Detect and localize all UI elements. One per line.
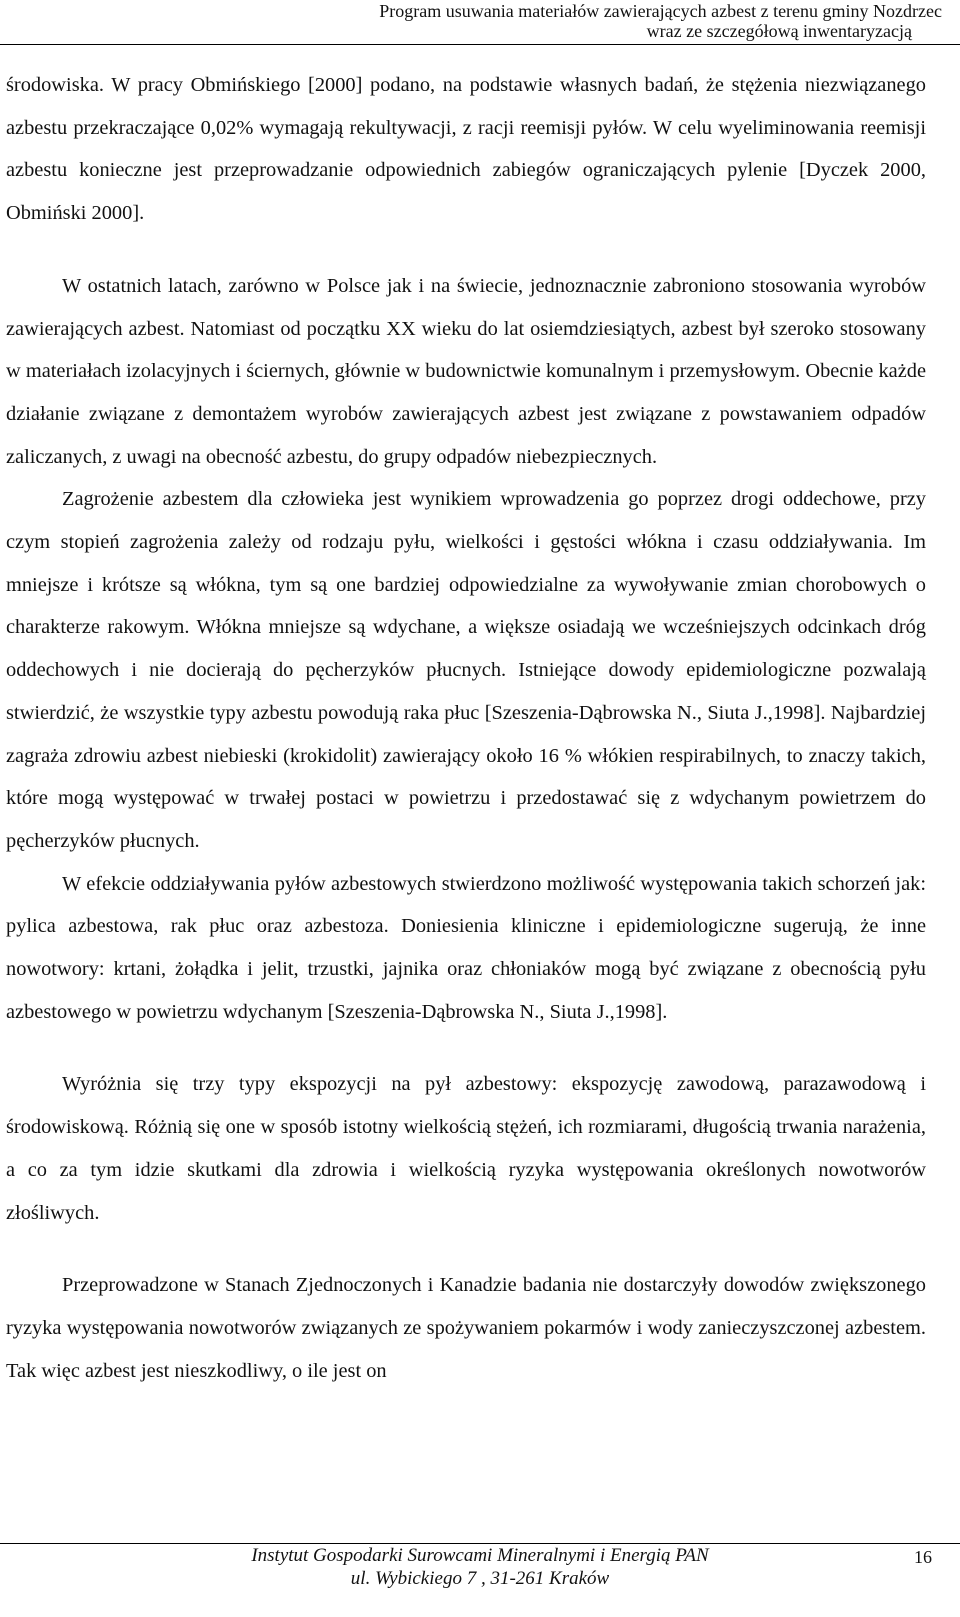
page-number: 16 bbox=[914, 1547, 932, 1567]
document-body bbox=[6, 64, 926, 1392]
header-title: Program usuwania materiałów zawierających azbest z terenu gminy Nozdrzec bbox=[379, 1, 942, 21]
header-subtitle: wraz ze szczegółową inwentaryzacją bbox=[646, 21, 912, 41]
paragraph-3: Zagrożenie azbestem dla człowieka jest wynikiem wprowadzenia go poprzez drogi oddechowe, przy czym stopień zagrożenia zależy od rodzaju pyłu, wielkości i gęstości włókna i czasu oddziaływania. Im mniejsze i krótsze są włókna, tym są one bardziej odpowiedzialne za wywoływanie zmian chorobowych o charakterze rakowym. Włókna mniejsze są wdychane, a większe osiadają we wcześniejszych odcinkach dróg oddechowych i nie docierają do pęcherzyków płucnych. Istniejące dowody epidemiologiczne pozwalają stwierdzić, że wszystkie typy azbestu powodują raka płuc [Szeszenia-Dąbrowska N., Siuta J.,1998]. Najbardziej zagraża zdrowiu azbest niebieski (krokidolit) zawierający około 16 % włókien respirabilnych, to znaczy takich, które mogą występować w trwałej postaci w powietrzu i przedostawać się z wdychanym powietrzem do pęcherzyków płucnych. bbox=[6, 488, 926, 852]
paragraph-2: W ostatnich latach, zarówno w Polsce jak i na świecie, jednoznacznie zabroniono stosowania wyrobów zawierających azbest. Natomiast od początku XX wieku do lat osiemdziesiątych, azbest był szeroko stosowany w materiałach izolacyjnych i ściernych, głównie w budownictwie komunalnym i przemysłowym. Obecnie każde działanie związane z demontażem wyrobów zawierających azbest jest związane z powstawaniem odpadów zaliczanych, z uwagi na obecność azbestu, do grupy odpadów niebezpiecznych. bbox=[6, 274, 926, 468]
paragraph-4: W efekcie oddziaływania pyłów azbestowych stwierdzono możliwość występowania takich schorzeń jak: pylica azbestowa, rak płuc oraz azbestoza. Doniesienia kliniczne i epidemiologiczne sugerują, że inne nowotwory: krtani, żołądka i jelit, trzustki, jajnika oraz chłoniaków mogą być związane z obecnością pyłu azbestowego w powietrzu wdychanym [Szeszenia-Dąbrowska N., Siuta J.,1998]. bbox=[6, 872, 926, 1023]
footer-address: ul. Wybickiego 7 , 31-261 Kraków bbox=[350, 1568, 610, 1589]
footer-institution bbox=[0, 1544, 960, 1590]
header-rule bbox=[0, 44, 960, 45]
page-footer bbox=[0, 1507, 960, 1617]
paragraph-gap bbox=[6, 1033, 926, 1063]
paragraph-5: Wyróżnia się trzy typy ekspozycji na pył azbestowy: ekspozycję zawodową, parazawodową i środowiskową. Różnią się one w sposób istotny wielkością stężeń, ich rozmiarami, długością trwania narażenia, a co za tym idzie skutkami dla zdrowia i wielkością ryzyka występowania określonych nowotworów złośliwych. bbox=[6, 1073, 926, 1224]
paragraph-1: środowiska. W pracy Obmińskiego [2000] podano, na podstawie własnych badań, że stężenia niezwiązanego azbestu przekraczające 0,02% wymagają rekultywacji, z racji reemisji pyłów. W celu wyeliminowania reemisji azbestu konieczne jest przeprowadzanie odpowiednich zabiegów ograniczających pylenie [Dyczek 2000, Obmiński 2000]. bbox=[6, 74, 926, 225]
page-header bbox=[0, 0, 960, 60]
paragraph-gap bbox=[6, 235, 926, 265]
paragraph-6: Przeprowadzone w Stanach Zjednoczonych i Kanadzie badania nie dostarczyły dowodów zwiększonego ryzyka występowania nowotworów związanych ze spożywaniem pokarmów i wody zanieczyszczonej azbestem. Tak więc azbest jest nieszkodliwy, o ile jest on bbox=[6, 1274, 926, 1382]
footer-institution-name: Instytut Gospodarki Surowcami Mineralnymi i Energią PAN bbox=[251, 1545, 709, 1566]
paragraph-gap bbox=[6, 1234, 926, 1264]
